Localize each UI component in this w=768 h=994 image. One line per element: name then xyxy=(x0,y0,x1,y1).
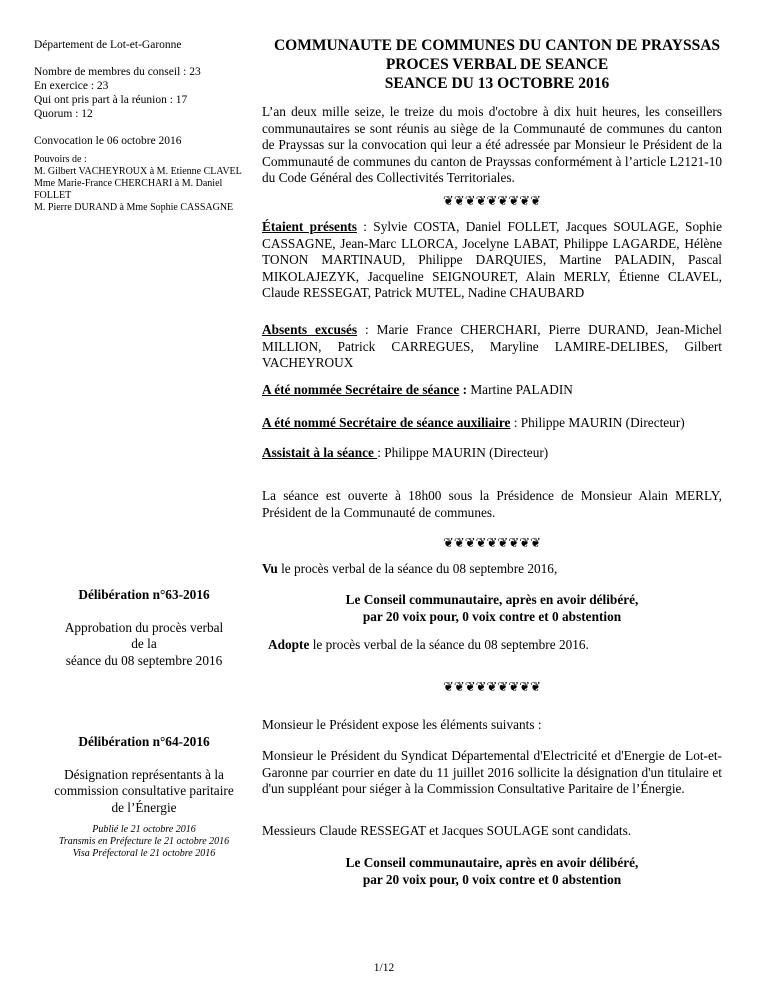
secretaire-aux-name: : Philippe MAURIN (Directeur) xyxy=(510,415,685,430)
pouvoir-item: Mme Marie-France CHERCHARI à M. Daniel xyxy=(34,178,223,189)
secretaire-aux-label: A été nommé Secrétaire de séance auxiliaire xyxy=(262,415,511,430)
vote-line: par 20 voix pour, 0 voix contre et 0 abstention xyxy=(362,608,622,624)
transmis-date: Transmis en Préfecture le 21 octobre 2016 xyxy=(58,836,230,847)
absents-paragraph xyxy=(262,322,722,372)
vu-line xyxy=(262,561,722,578)
pouvoir-item: M. Gilbert VACHEYROUX à M. Etienne CLAVEL xyxy=(34,166,242,177)
presents-paragraph xyxy=(262,219,722,302)
deliberation-subject: Approbation du procès verbal xyxy=(64,619,224,635)
vu-text: le procès verbal de la séance du 08 septembre 2016, xyxy=(277,561,558,576)
publie-date: Publié le 21 octobre 2016 xyxy=(92,824,196,835)
vote-line: Le Conseil communautaire, après en avoir délibéré, xyxy=(345,592,639,607)
deliberation-63-block xyxy=(34,587,254,669)
deliberation-subject: Désignation représentants à la xyxy=(64,766,224,782)
secretaire-aux-line xyxy=(262,415,722,432)
deliberation-subject: commission consultative paritaire xyxy=(54,783,234,798)
document-title xyxy=(262,36,732,93)
deliberation-number: Délibération n°64-2016 xyxy=(78,734,210,749)
secretaire-name: Martine PALADIN xyxy=(470,382,573,397)
adopte-label: Adopte xyxy=(268,637,310,652)
quorum: Quorum : 12 xyxy=(34,108,93,120)
ornament-divider: ❦❦❦❦❦❦❦❦❦ xyxy=(442,679,542,694)
deliberation-subject: séance du 08 septembre 2016 xyxy=(65,652,223,668)
candidats-line: Messieurs Claude RESSEGAT et Jacques SOULAGE sont candidats. xyxy=(262,823,632,838)
assistait-line xyxy=(262,445,722,462)
ornament-divider: ❦❦❦❦❦❦❦❦❦ xyxy=(442,193,542,208)
adopte-text: le procès verbal de la séance du 08 septembre 2016. xyxy=(309,637,589,652)
pouvoir-item: FOLLET xyxy=(34,190,72,201)
secretaire-label: A été nommée Secrétaire de séance xyxy=(262,382,460,397)
assistait-name: : Philippe MAURIN (Directeur) xyxy=(377,445,549,460)
intro-paragraph: L’an deux mille seize, le treize du mois d'octobre à dix huit heures, les conseillers communautaires se sont réunis au siège de la Communauté de communes du canton de Prayssas sur la convocation qui leur a été adressée par Monsieur le Président de la Communauté de communes du canton de Prayssas conformément à l’article L2121-10 du Code Général des Collectivités Territoriales. xyxy=(262,104,722,185)
secretaire-colon: : xyxy=(459,382,471,397)
publication-info xyxy=(34,824,254,860)
page-number: 1/12 xyxy=(373,962,395,974)
vote-result-64 xyxy=(262,855,722,888)
vu-label: Vu xyxy=(262,561,278,576)
left-info xyxy=(34,38,264,148)
secretaire-line xyxy=(262,382,722,399)
pouvoirs-block xyxy=(34,154,274,214)
vote-result-63 xyxy=(262,592,722,625)
vote-line: Le Conseil communautaire, après en avoir délibéré, xyxy=(345,855,639,870)
exercice-count: En exercice : 23 xyxy=(34,80,109,92)
title-line: PROCES VERBAL DE SEANCE xyxy=(385,56,609,73)
ouverture-paragraph: La séance est ouverte à 18h00 sous la Présidence de Monsieur Alain MERLY, Président de la Communauté de communes. xyxy=(262,488,722,520)
department: Département de Lot-et-Garonne xyxy=(34,39,182,51)
presents-label: Étaient présents xyxy=(262,219,357,234)
ornament-divider: ❦❦❦❦❦❦❦❦❦ xyxy=(442,535,542,550)
deliberation-subject: de l’Énergie xyxy=(111,799,177,815)
title-line: COMMUNAUTE DE COMMUNES DU CANTON DE PRAYSSAS xyxy=(273,37,721,54)
deliberation-number: Délibération n°63-2016 xyxy=(78,587,210,602)
syndicat-paragraph: Monsieur le Président du Syndicat Départemental d'Electricité et d'Energie de Lot-et-Garonne par courrier en date du 11 juillet 2016 sollicite la désignation d'un titulaire et d'un suppléant pour siéger à la Commission Consultative Paritaire de l’Énergie. xyxy=(262,748,722,796)
convocation-date: Convocation le 06 octobre 2016 xyxy=(34,135,182,147)
members-count: Nombre de membres du conseil : 23 xyxy=(34,66,201,78)
title-line: SEANCE DU 13 OCTOBRE 2016 xyxy=(384,75,610,92)
deliberation-subject: de la xyxy=(131,636,157,651)
presents-list: : Sylvie COSTA, Daniel FOLLET, Jacques SOULAGE, Sophie CASSAGNE, Jean-Marc LLORCA, Jocelyne LABAT, Philippe LAGARDE, Hélène TONON MARTINAUD, Philippe DARQUIES, Martine PALADIN, Pascal MIKOLAJEZYK, Jacqueline SEIGNOURET, Alain MERLY, Étienne CLAVEL, Claude RESSEGAT, Patrick MUTEL, Nadine CHAUBARD xyxy=(262,219,722,300)
pouvoirs-title: Pouvoirs de : xyxy=(34,154,87,165)
visa-date: Visa Préfectoral le 21 octobre 2016 xyxy=(72,848,216,859)
participants-count: Qui ont pris part à la réunion : 17 xyxy=(34,94,188,106)
adopte-line xyxy=(268,637,728,654)
expose-line: Monsieur le Président expose les éléments suivants : xyxy=(262,717,542,732)
assistait-label: Assistait à la séance xyxy=(262,445,378,460)
vote-line: par 20 voix pour, 0 voix contre et 0 abstention xyxy=(362,871,622,887)
deliberation-64-block xyxy=(34,734,254,816)
absents-list: : Marie France CHERCHARI, Pierre DURAND, Jean-Michel MILLION, Patrick CARREGUES, Maryline LAMIRE-DELIBES, Gilbert VACHEYROUX xyxy=(262,322,722,370)
pouvoir-item: M. Pierre DURAND à Mme Sophie CASSAGNE xyxy=(34,202,234,213)
absents-label: Absents excusés xyxy=(262,322,358,337)
